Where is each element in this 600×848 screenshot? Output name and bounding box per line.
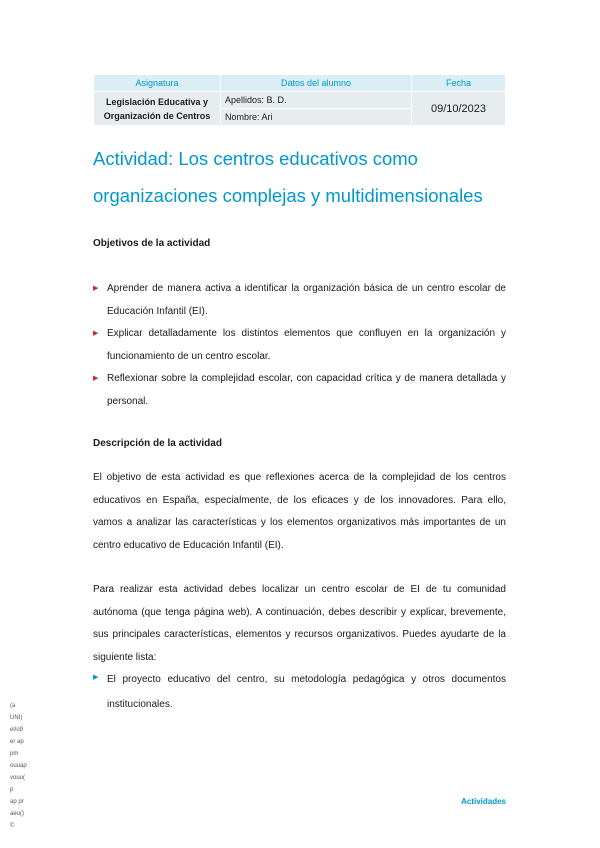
objectives-heading: Objetivos de la actividad <box>93 238 211 249</box>
objectives-list <box>93 278 506 413</box>
bullet-triangle-icon: ▶ <box>93 674 99 681</box>
header-subject-label: Asignatura <box>94 75 220 91</box>
list-item: ▶ El proyecto educativo del centro, su metodología pedagógica y otros documentos institucionales. <box>93 667 506 717</box>
footer-section-label: Actividades <box>461 797 506 806</box>
header-date-label: Fecha <box>412 75 505 91</box>
resources-list <box>93 667 506 717</box>
list-item: ▶ Aprender de manera activa a identificar la organización básica de un centro escolar de Educación Infantil (EI). <box>93 278 506 323</box>
description-paragraph-1: El objetivo de esta actividad es que reflexiones acerca de la complejidad de los centros educativos en España, especialmente, de los eficaces y de los innovadores. Para ello, vamos a analizar las características y los elementos organizativos más importantes de un centro educativo de Educación Infantil (EI). <box>93 472 506 551</box>
bullet-triangle-icon: ▶ <box>93 330 99 337</box>
date-value: 09/10/2023 <box>412 92 505 125</box>
list-item: ▶ Explicar detalladamente los distintos elementos que confluyen en la organización y funcionamiento de un centro escolar. <box>93 323 506 368</box>
header-student-label: Datos del alumno <box>221 75 411 91</box>
description-heading: Descripción de la actividad <box>93 438 222 449</box>
student-surname: Apellidos: B. D. <box>221 92 411 108</box>
page-title: Actividad: Los centros educativos como organizaciones complejas y multidimensionales <box>93 148 483 206</box>
description-paragraph-2: Para realizar esta actividad debes localizar un centro escolar de EI de tu comunidad autónoma (que tenga página web). A continuación, debes describir y explicar, brevemente, sus principales características, elementos y recursos organizativos. Puedes ayudarte de la siguiente lista: <box>93 584 506 663</box>
header-table <box>93 74 506 126</box>
bullet-triangle-icon: ▶ <box>93 285 99 292</box>
subject-name: Legislación Educativa y Organización de Centros <box>94 92 220 125</box>
side-note: (a UNI) el/o9 er ap pm ouuap vouu( p ap pr aeu() © <box>10 703 27 829</box>
student-name: Nombre: Ari <box>221 109 411 125</box>
bullet-triangle-icon: ▶ <box>93 375 99 382</box>
list-item: ▶ Reflexionar sobre la complejidad escolar, con capacidad crítica y de manera detallada y personal. <box>93 368 506 413</box>
